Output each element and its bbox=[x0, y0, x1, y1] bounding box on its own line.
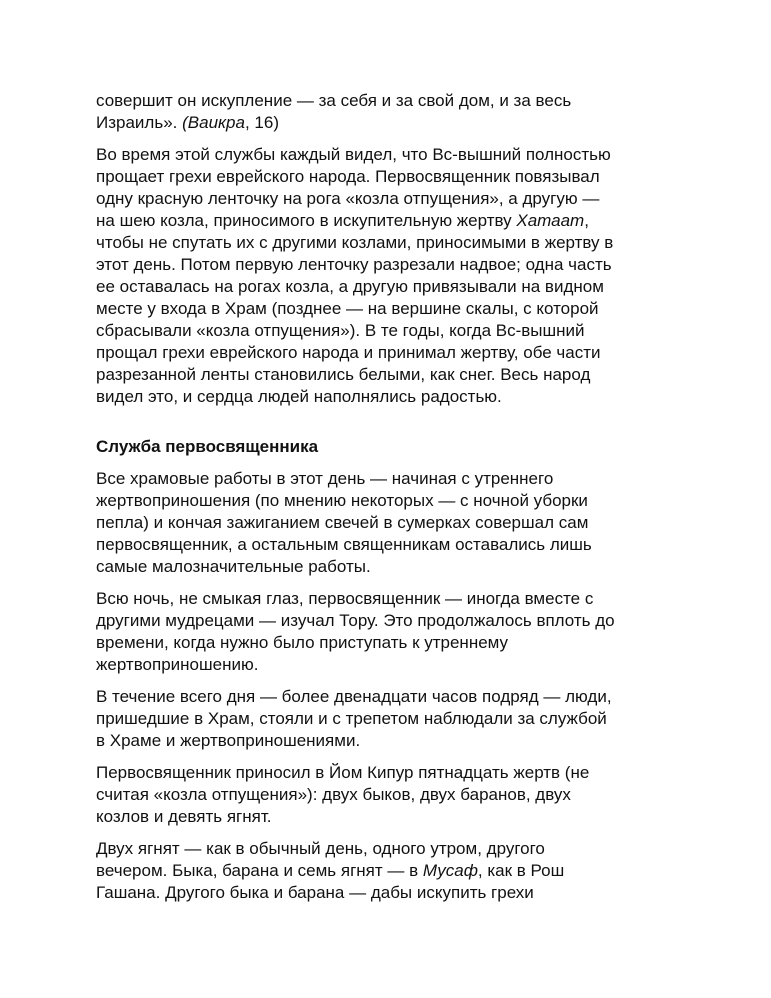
text-line: одну красную ленточку на рога «козла отпущения», а другую — bbox=[96, 189, 600, 208]
text-line: вечером. Быка, барана и семь ягнят — в Мусаф, как в Рош bbox=[96, 861, 565, 880]
paragraph bbox=[96, 838, 771, 904]
text-line: Гашана. Другого быка и барана — дабы искупить грехи bbox=[96, 883, 534, 902]
text-line: жертвоприношения (по мнению некоторых — с ночной уборки bbox=[96, 491, 588, 510]
text-line: самые малозначительные работы. bbox=[96, 557, 371, 576]
text-line: месте у входа в Храм (позднее — на вершине скалы, с которой bbox=[96, 299, 599, 318]
section-heading bbox=[96, 436, 771, 458]
text-line: первосвященник, а остальным священникам оставались лишь bbox=[96, 535, 592, 554]
text-line: другими мудрецами — изучал Тору. Это продолжалось вплоть до bbox=[96, 611, 615, 630]
text-line: жертвоприношению. bbox=[96, 655, 259, 674]
paragraph bbox=[96, 588, 771, 676]
text-line: прощал грехи еврейского народа и принимал жертву, обе части bbox=[96, 343, 601, 362]
text-line: чтобы не спутать их с другими козлами, приносимыми в жертву в bbox=[96, 233, 614, 252]
text-line: на шею козла, приносимого в искупительную жертву Хатаат, bbox=[96, 211, 589, 230]
text-line: Двух ягнят — как в обычный день, одного утром, другого bbox=[96, 839, 545, 858]
text-line: ее оставалась на рогах козла, а другую привязывали на видном bbox=[96, 277, 604, 296]
text-line: пепла) и кончая зажиганием свечей в сумерках совершал сам bbox=[96, 513, 589, 532]
text-line: козлов и девять ягнят. bbox=[96, 807, 272, 826]
text-line: сбрасывали «козла отпущения»). В те годы, когда Вс-вышний bbox=[96, 321, 585, 340]
text-line: Первосвященник приносил в Йом Кипур пятнадцать жертв (не bbox=[96, 763, 590, 782]
text-line: Служба первосвященника bbox=[96, 437, 319, 456]
paragraph bbox=[96, 90, 771, 134]
paragraph bbox=[96, 468, 771, 578]
text-line: считая «козла отпущения»): двух быков, двух баранов, двух bbox=[96, 785, 571, 804]
text-line: времени, когда нужно было приступать к утреннему bbox=[96, 633, 509, 652]
text-line: в Храме и жертвоприношениями. bbox=[96, 731, 361, 750]
paragraph bbox=[96, 762, 771, 828]
text-line: Израиль». (Ваикра, 16) bbox=[96, 113, 279, 132]
text-line: прощает грехи еврейского народа. Первосвященник повязывал bbox=[96, 167, 600, 186]
text-line: Всю ночь, не смыкая глаз, первосвященник — иногда вместе с bbox=[96, 589, 594, 608]
text-line: Все храмовые работы в этот день — начиная с утреннего bbox=[96, 469, 554, 488]
text-line: В течение всего дня — более двенадцати часов подряд — люди, bbox=[96, 687, 612, 706]
text-line: видел это, и сердца людей наполнялись радостью. bbox=[96, 387, 502, 406]
text-line: Во время этой службы каждый видел, что Вс-вышний полностью bbox=[96, 145, 611, 164]
paragraph bbox=[96, 686, 771, 752]
text-line: этот день. Потом первую ленточку разрезали надвое; одна часть bbox=[96, 255, 612, 274]
paragraph bbox=[96, 144, 771, 408]
text-line: совершит он искупление — за себя и за свой дом, и за весь bbox=[96, 91, 572, 110]
text-line: разрезанной ленты становились белыми, как снег. Весь народ bbox=[96, 365, 591, 384]
text-line: пришедшие в Храм, стояли и с трепетом наблюдали за службой bbox=[96, 709, 607, 728]
